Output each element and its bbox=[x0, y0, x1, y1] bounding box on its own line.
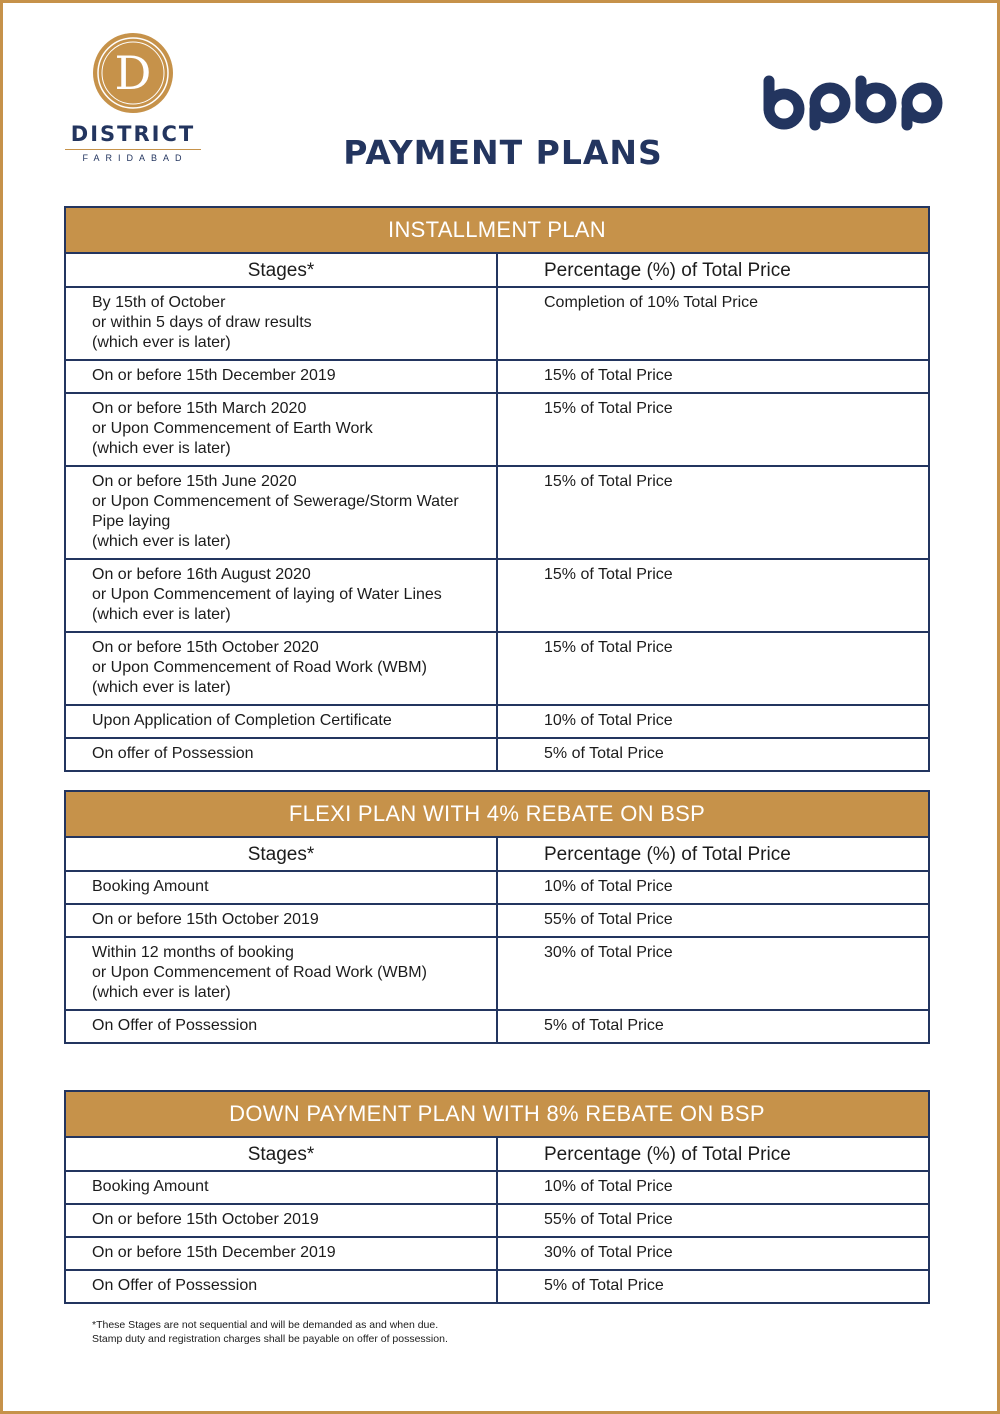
table-row bbox=[65, 287, 929, 360]
stage-line: or Upon Commencement of Road Work (WBM) bbox=[92, 964, 427, 981]
stage-line: On or before 15th June 2020 bbox=[92, 473, 297, 490]
stage-cell bbox=[65, 1237, 497, 1270]
stage-cell bbox=[65, 287, 497, 360]
percentage-header: Percentage (%) of Total Price bbox=[497, 253, 929, 287]
stage-cell bbox=[65, 1010, 497, 1043]
stage-cell bbox=[65, 705, 497, 738]
plan-title: INSTALLMENT PLAN bbox=[65, 207, 929, 253]
stage-cell bbox=[65, 738, 497, 771]
page-title: PAYMENT PLANS bbox=[343, 133, 663, 172]
stage-cell bbox=[65, 393, 497, 466]
stage-line: On or before 15th March 2020 bbox=[92, 400, 307, 417]
percentage-cell: 10% of Total Price bbox=[497, 1171, 929, 1204]
plan-title: FLEXI PLAN WITH 4% REBATE ON BSP bbox=[65, 791, 929, 837]
percentage-cell: 5% of Total Price bbox=[497, 1010, 929, 1043]
stage-cell bbox=[65, 1204, 497, 1237]
stage-line: (which ever is later) bbox=[92, 533, 231, 550]
stage-line: Within 12 months of booking bbox=[92, 944, 294, 961]
stage-line: On or before 15th December 2019 bbox=[92, 367, 336, 384]
stage-line: or within 5 days of draw results bbox=[92, 314, 312, 331]
stage-line: (which ever is later) bbox=[92, 984, 231, 1001]
table-row bbox=[65, 904, 929, 937]
brand-location: FARIDABAD bbox=[82, 153, 188, 163]
percentage-cell: 10% of Total Price bbox=[497, 871, 929, 904]
stages-header: Stages* bbox=[65, 253, 497, 287]
percentage-cell: 15% of Total Price bbox=[497, 559, 929, 632]
bptp-logo bbox=[759, 75, 945, 136]
stage-line: Booking Amount bbox=[92, 1178, 209, 1195]
percentage-cell: 55% of Total Price bbox=[497, 904, 929, 937]
stage-line: On Offer of Possession bbox=[92, 1277, 258, 1294]
installment-plan-table bbox=[64, 206, 930, 772]
stage-line: On or before 15th October 2020 bbox=[92, 639, 319, 656]
stages-header: Stages* bbox=[65, 837, 497, 871]
footnote-line: *These Stages are not sequential and will be demanded as and when due. bbox=[92, 1319, 439, 1331]
table-row bbox=[65, 1171, 929, 1204]
stage-line: or Upon Commencement of laying of Water Lines bbox=[92, 586, 442, 603]
table-row bbox=[65, 393, 929, 466]
stage-line: or Upon Commencement of Road Work (WBM) bbox=[92, 659, 427, 676]
percentage-cell: 5% of Total Price bbox=[497, 738, 929, 771]
percentage-cell: 15% of Total Price bbox=[497, 393, 929, 466]
plan-title: DOWN PAYMENT PLAN WITH 8% REBATE ON BSP bbox=[65, 1091, 929, 1137]
down-payment-plan-table bbox=[64, 1090, 930, 1304]
stage-cell bbox=[65, 360, 497, 393]
table-row bbox=[65, 871, 929, 904]
table-row bbox=[65, 466, 929, 559]
logo-letter: D bbox=[114, 46, 152, 100]
stage-cell bbox=[65, 632, 497, 705]
stage-cell bbox=[65, 871, 497, 904]
stage-line: (which ever is later) bbox=[92, 440, 231, 457]
percentage-cell: 15% of Total Price bbox=[497, 466, 929, 559]
stage-line: On Offer of Possession bbox=[92, 1017, 258, 1034]
column-header-row bbox=[65, 253, 929, 287]
stage-line: or Upon Commencement of Earth Work bbox=[92, 420, 373, 437]
stage-line: On offer of Possession bbox=[92, 745, 254, 762]
percentage-header: Percentage (%) of Total Price bbox=[497, 1137, 929, 1171]
footnote-line: Stamp duty and registration charges shall be payable on offer of possession. bbox=[92, 1333, 448, 1345]
stages-header: Stages* bbox=[65, 1137, 497, 1171]
percentage-cell: 30% of Total Price bbox=[497, 937, 929, 1010]
stage-cell bbox=[65, 937, 497, 1010]
stage-line: (which ever is later) bbox=[92, 334, 231, 351]
stage-line: On or before 15th October 2019 bbox=[92, 911, 319, 928]
table-row bbox=[65, 1010, 929, 1043]
percentage-cell: 5% of Total Price bbox=[497, 1270, 929, 1303]
stage-cell bbox=[65, 559, 497, 632]
percentage-cell: 15% of Total Price bbox=[497, 632, 929, 705]
stage-line: Upon Application of Completion Certificate bbox=[92, 712, 392, 729]
percentage-cell: Completion of 10% Total Price bbox=[497, 287, 929, 360]
brand-name: DISTRICT bbox=[70, 122, 196, 146]
table-row bbox=[65, 360, 929, 393]
stage-cell bbox=[65, 904, 497, 937]
stage-cell bbox=[65, 1171, 497, 1204]
table-row bbox=[65, 1270, 929, 1303]
table-row bbox=[65, 1237, 929, 1270]
percentage-header: Percentage (%) of Total Price bbox=[497, 837, 929, 871]
stage-line: (which ever is later) bbox=[92, 606, 231, 623]
bptp-logo-icon bbox=[759, 75, 945, 131]
table-row bbox=[65, 738, 929, 771]
percentage-cell: 55% of Total Price bbox=[497, 1204, 929, 1237]
flexi-plan-table bbox=[64, 790, 930, 1044]
district-emblem-icon bbox=[91, 31, 175, 115]
column-header-row bbox=[65, 837, 929, 871]
percentage-cell: 15% of Total Price bbox=[497, 360, 929, 393]
percentage-cell: 30% of Total Price bbox=[497, 1237, 929, 1270]
stage-cell bbox=[65, 1270, 497, 1303]
stage-line: On or before 15th December 2019 bbox=[92, 1244, 336, 1261]
table-row bbox=[65, 705, 929, 738]
column-header-row bbox=[65, 1137, 929, 1171]
table-row bbox=[65, 632, 929, 705]
stage-cell bbox=[65, 466, 497, 559]
stage-line: or Upon Commencement of Sewerage/Storm Water Pipe laying bbox=[92, 493, 459, 530]
stage-line: By 15th of October bbox=[92, 294, 226, 311]
stage-line: On or before 15th October 2019 bbox=[92, 1211, 319, 1228]
table-row bbox=[65, 1204, 929, 1237]
stage-line: Booking Amount bbox=[92, 878, 209, 895]
stage-line: (which ever is later) bbox=[92, 679, 231, 696]
stage-line: On or before 16th August 2020 bbox=[92, 566, 311, 583]
percentage-cell: 10% of Total Price bbox=[497, 705, 929, 738]
table-row bbox=[65, 559, 929, 632]
table-row bbox=[65, 937, 929, 1010]
footnote bbox=[92, 1318, 448, 1346]
